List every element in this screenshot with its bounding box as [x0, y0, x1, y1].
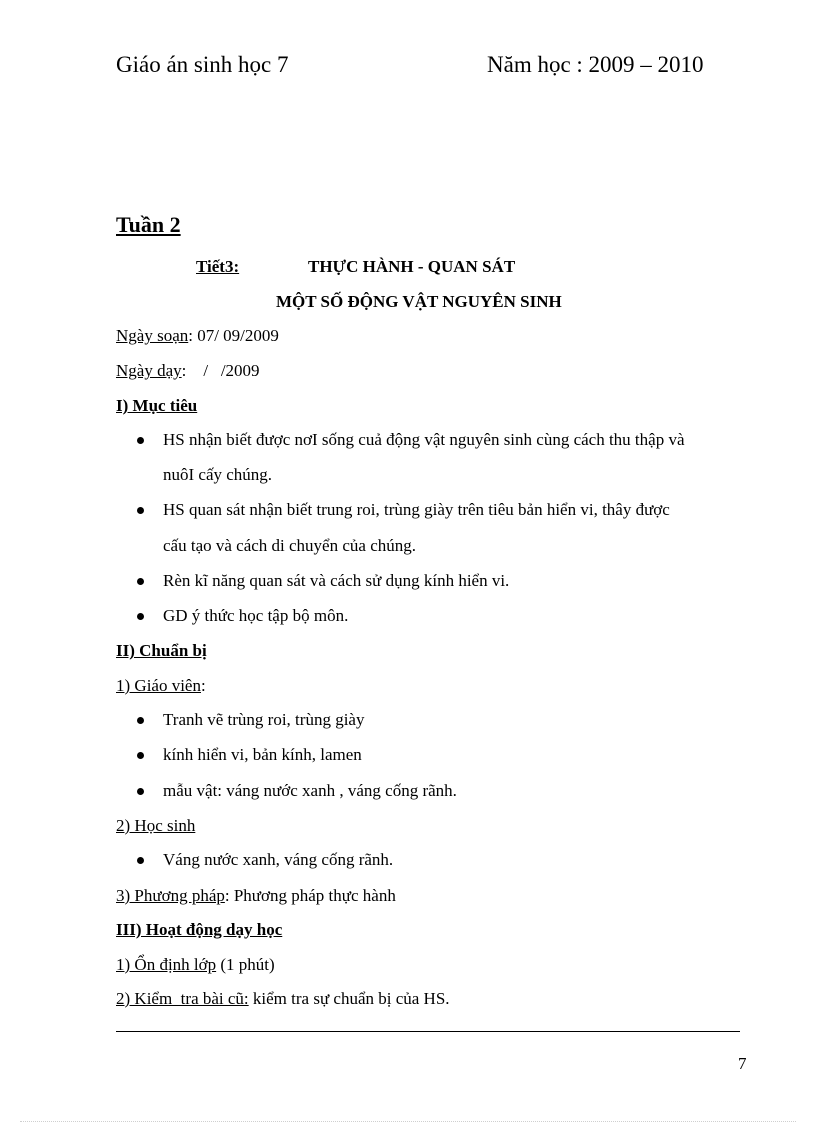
- page-number: 7: [738, 1054, 747, 1073]
- list-item-text: HS nhận biết được nơI sống cuả động vật nguyên sinh cùng cách thu thập và: [163, 430, 685, 449]
- lesson-label: Tiết3:: [196, 257, 240, 276]
- teach-date-label: Ngày dạy: [116, 361, 182, 380]
- bullet-icon: [137, 857, 144, 864]
- section3-heading: III) Hoạt động dạy học: [116, 920, 283, 939]
- teacher-label-suffix: :: [200, 676, 206, 695]
- method-value: : Phương pháp thực hành: [224, 886, 396, 905]
- section1-heading: I) Mục tiêu: [116, 396, 198, 415]
- step2-value: kiểm tra sự chuẩn bị của HS.: [248, 989, 450, 1008]
- header-school-year: Năm học : 2009 – 2010: [487, 52, 704, 77]
- bullet-icon: [137, 788, 144, 795]
- method-line: [116, 886, 396, 906]
- week-heading: Tuần 2: [116, 212, 181, 237]
- list-item-text: mẫu vật: váng nước xanh , váng cống rãnh.: [163, 781, 457, 800]
- bullet-icon: [137, 507, 144, 514]
- list-item-text: Tranh vẽ trùng roi, trùng giày: [163, 710, 365, 729]
- step1-label: 1) Ổn định lớp: [116, 955, 217, 974]
- prep-date-value: : 07/ 09/2009: [188, 326, 279, 345]
- lesson-title: THỰC HÀNH - QUAN SÁT: [308, 257, 516, 276]
- list-item-text: GD ý thức học tập bộ môn.: [163, 606, 349, 625]
- list-item-text-cont: nuôI cấy chúng.: [163, 465, 273, 484]
- page-boundary: [20, 1121, 796, 1122]
- student-heading: 2) Học sinh: [116, 816, 196, 835]
- section2-heading: II) Chuẩn bị: [116, 641, 207, 660]
- step1-line: [116, 955, 275, 975]
- teach-date: [116, 361, 260, 381]
- teacher-heading: [116, 676, 206, 696]
- step1-value: (1 phút): [216, 955, 275, 974]
- bullet-icon: [137, 717, 144, 724]
- header-subject: Giáo án sinh học 7: [116, 52, 289, 77]
- list-item-text: Rèn kĩ năng quan sát và cách sử dụng kính hiển vi.: [163, 571, 510, 590]
- list-item-text: HS quan sát nhận biết trung roi, trùng giày trên tiêu bản hiển vi, thây được: [163, 500, 670, 519]
- teach-date-value: : / /2009: [181, 361, 260, 380]
- bullet-icon: [137, 578, 144, 585]
- bullet-icon: [137, 752, 144, 759]
- list-item-text: Váng nước xanh, váng cống rãnh.: [163, 850, 394, 869]
- list-item-text: kính hiển vi, bản kính, lamen: [163, 745, 362, 764]
- bullet-icon: [137, 613, 144, 620]
- prep-date: [116, 326, 279, 346]
- lesson-title-line2: MỘT SỐ ĐỘNG VẬT NGUYÊN SINH: [276, 292, 562, 311]
- teacher-label: 1) Giáo viên: [116, 676, 201, 695]
- list-item-text-cont: cấu tạo và cách di chuyển của chúng.: [163, 536, 416, 555]
- footer-divider: [116, 1031, 740, 1032]
- prep-date-label: Ngày soạn: [116, 326, 189, 345]
- step2-label: 2) Kiểm tra bài cũ:: [116, 989, 249, 1008]
- step2-line: [116, 989, 450, 1009]
- method-label: 3) Phương pháp: [116, 886, 225, 905]
- bullet-icon: [137, 437, 144, 444]
